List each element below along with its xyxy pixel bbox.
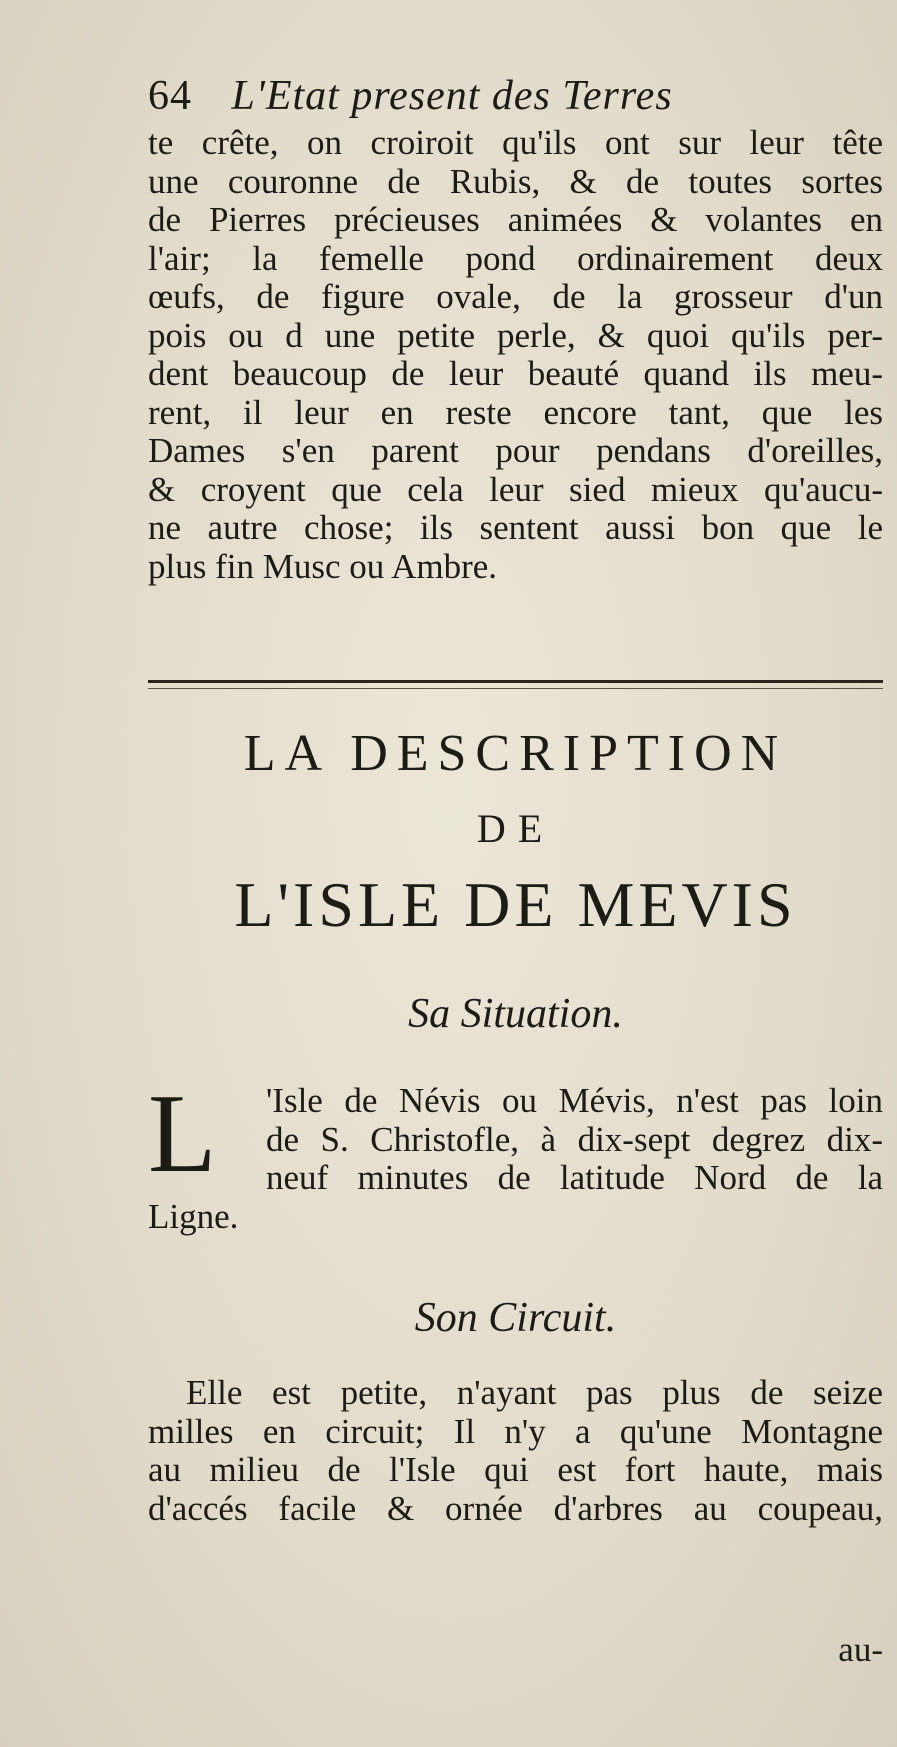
text-line: pois ou d une petite perle, & quoi qu'ils per- [148, 315, 883, 355]
running-header [148, 72, 883, 122]
text-line: & croyent que cela leur sied mieux qu'aucu- [148, 469, 883, 509]
text-line: rent, il leur en reste encore tant, que les [148, 392, 883, 432]
text-line: dent beaucoup de leur beauté quand ils meu- [148, 354, 883, 393]
page-number: 64 [148, 73, 192, 119]
text-line: de S. Christofle, à dix-sept degrez dix- [266, 1120, 883, 1159]
chapter-title-line2: DE [476, 806, 555, 851]
text-line: d'accés facile & ornée d'arbres au coupeau, [148, 1488, 883, 1528]
section-heading-situation: Sa Situation. [408, 991, 623, 1037]
drop-cap: L [148, 1072, 217, 1196]
text-line: œufs, de figure ovale, de la grosseur d'un [148, 277, 883, 316]
text-line: 'Isle de Névis ou Mévis, n'est pas loin [266, 1082, 883, 1120]
text-line: une couronne de Rubis, & de toutes sortes [148, 161, 883, 201]
paragraph-hummingbird [148, 124, 883, 586]
paragraph-situation [148, 1072, 883, 1236]
text-line: te crête, on croiroit qu'ils ont sur leur tête [148, 123, 883, 162]
paragraph-circuit [148, 1374, 883, 1528]
text-line: plus fin Musc ou Ambre. [148, 546, 498, 586]
chapter-title-line3: L'ISLE DE MEVIS [234, 869, 797, 940]
text-line: Dames s'en parent pour pendans d'oreilles, [148, 431, 883, 470]
text-line: de Pierres précieuses animées & volantes en [148, 200, 883, 239]
catchword: au- [838, 1630, 883, 1669]
text-line: Ligne. [148, 1197, 239, 1236]
running-title: L'Etat present des Terres [231, 73, 673, 119]
text-line: ne autre chose; ils sentent aussi bon que le [148, 508, 883, 547]
text-line: neuf minutes de latitude Nord de la [266, 1159, 883, 1197]
chapter-title-line1: LA DESCRIPTION [243, 725, 788, 782]
section-divider [148, 680, 883, 683]
text-line: l'air; la femelle pond ordinairement deux [148, 238, 883, 278]
section-heading-circuit: Son Circuit. [414, 1295, 617, 1341]
text-line: Elle est petite, n'ayant pas plus de seize [186, 1373, 883, 1412]
text-line: au milieu de l'Isle qui est fort haute, mais [148, 1450, 883, 1489]
section-divider-thin [148, 688, 883, 689]
text-line: milles en circuit; Il n'y a qu'une Montagne [148, 1411, 883, 1451]
